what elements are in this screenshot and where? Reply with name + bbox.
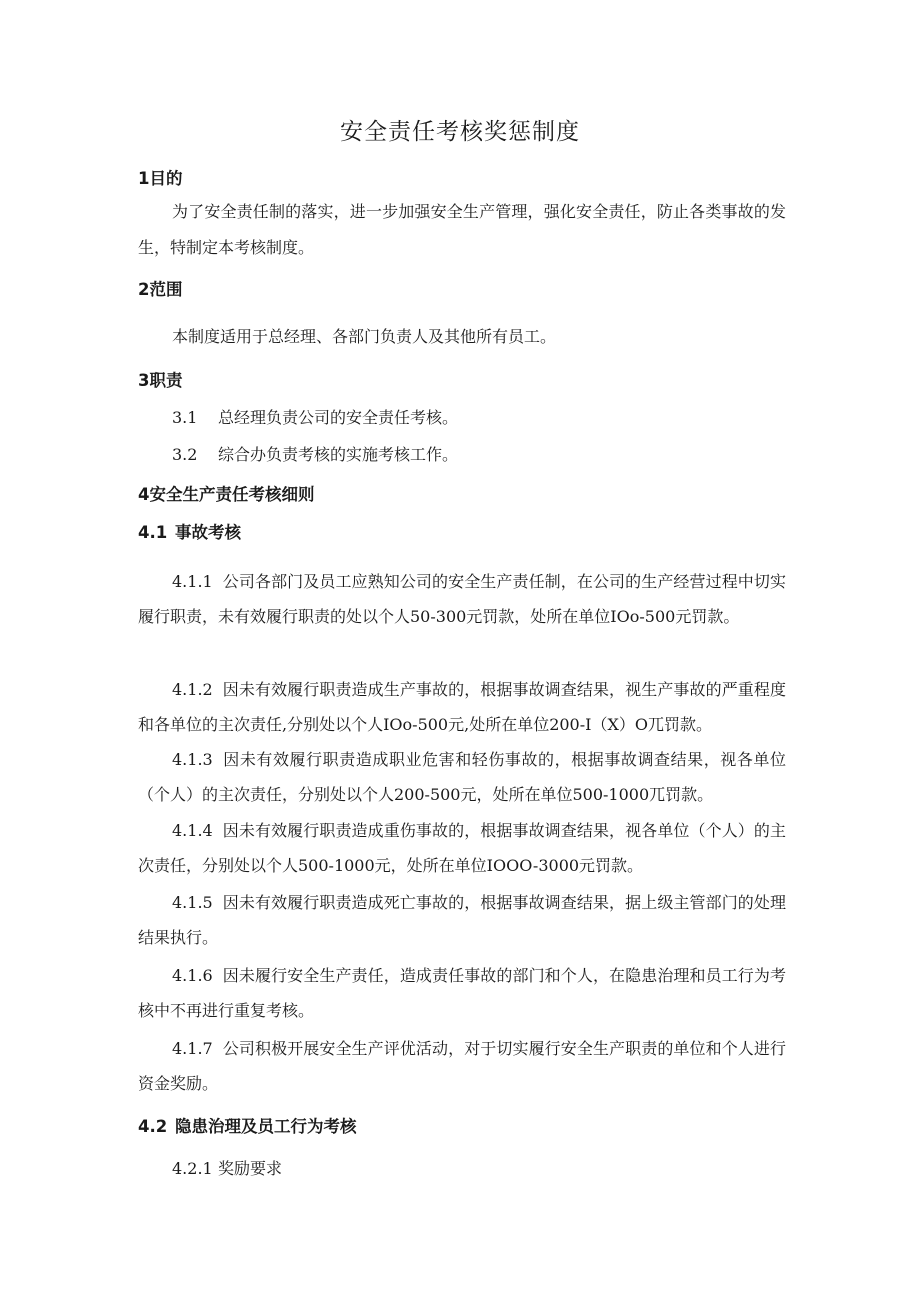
list-item: [172, 1156, 282, 1179]
subsection-title: 事故考核: [175, 523, 241, 542]
section-heading-scope: 2范围: [138, 280, 183, 299]
clause-4-1-1: [138, 564, 786, 634]
section-heading-rules: 4安全生产责任考核细则: [138, 485, 315, 504]
subsection-number: 4.1: [138, 523, 168, 542]
clause-text: 公司积极开展安全生产评优活动，对于切实履行安全生产职责的单位和个人进行资金奖励。: [138, 1039, 786, 1093]
subsection-heading-hazards: [138, 1113, 357, 1137]
clause-4-1-7: [138, 1031, 786, 1101]
item-text: 综合办负责考核的实施考核工作。: [218, 445, 459, 464]
item-text: 奖励要求: [218, 1159, 283, 1178]
clause-number: 4.1.7: [172, 1039, 213, 1058]
item-number: 3.2: [172, 445, 198, 464]
document-title: 安全责任考核奖惩制度: [340, 119, 580, 145]
clause-number: 4.1.5: [172, 893, 213, 912]
clause-4-1-3: [138, 742, 786, 812]
clause-text: 因未有效履行职责造成生产事故的，根据事故调查结果，视生产事故的严重程度和各单位的主次责任,分别处以个人IOo-500元,处所在单位200-I（X）O兀罚款。: [138, 680, 786, 734]
subsection-title: 隐患治理及员工行为考核: [175, 1117, 357, 1136]
subsection-heading-accident: [138, 519, 241, 543]
clause-text: 因未有效履行职责造成死亡事故的，根据事故调查结果，据上级主管部门的处理结果执行。: [138, 893, 786, 947]
clause-text: 因未有效履行职责造成职业危害和轻伤事故的，根据事故调查结果，视各单位（个人）的主次责任，分别处以个人200-500元，处所在单位500-1000兀罚款。: [138, 750, 786, 804]
item-text: 总经理负责公司的安全责任考核。: [218, 408, 459, 427]
subsection-number: 4.2: [138, 1117, 168, 1136]
section-heading-duties: 3职责: [138, 371, 183, 390]
list-item: [172, 442, 458, 465]
clause-number: 4.1.2: [172, 680, 213, 699]
clause-4-1-4: [138, 813, 786, 883]
clause-number: 4.1.3: [172, 750, 213, 769]
list-item: [172, 405, 458, 428]
clause-number: 4.1.4: [172, 821, 213, 840]
clause-4-1-2: [138, 672, 786, 742]
clause-number: 4.1.6: [172, 966, 213, 985]
section-text-scope: 本制度适用于总经理、各部门负责人及其他所有员工。: [172, 327, 557, 346]
clause-number: 4.1.1: [172, 572, 213, 591]
item-number: 4.2.1: [172, 1159, 213, 1178]
section-text-purpose: 为了安全责任制的落实，进一步加强安全生产管理，强化安全责任，防止各类事故的发生，特制定本考核制度。: [138, 202, 786, 257]
section-heading-purpose: 1目的: [138, 169, 183, 188]
clause-text: 因未有效履行职责造成重伤事故的，根据事故调查结果，视各单位（个人）的主次责任，分别处以个人500-1000元，处所在单位IOOO-3000元罚款。: [138, 821, 786, 875]
clause-text: 因未履行安全生产责任，造成责任事故的部门和个人，在隐患治理和员工行为考核中不再进行重复考核。: [138, 966, 786, 1020]
clause-4-1-6: [138, 958, 786, 1028]
clause-4-1-5: [138, 885, 786, 955]
item-number: 3.1: [172, 408, 198, 427]
clause-text: 公司各部门及员工应熟知公司的安全生产责任制，在公司的生产经营过程中切实履行职责，未有效履行职责的处以个人50-300元罚款，处所在单位IOo-500元罚款。: [138, 572, 786, 626]
